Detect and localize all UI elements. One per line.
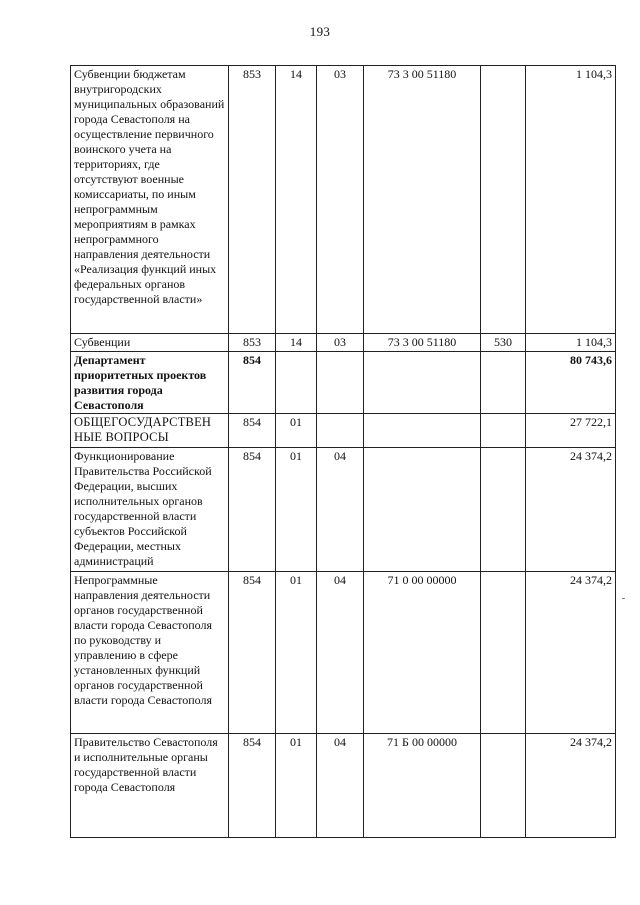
row-sum: 24 374,2 [526, 734, 616, 838]
row-name: Субвенции бюджетам внутригородских муниципальных образований города Севастополя на осуществление первичного воинского учета на территориях, где отсутствуют военные комиссариаты, по иным непрограммным мероприятиям в рамках непрограммного направления деятельности «Реализация функций иных федеральных органов государственной власти» [71, 66, 229, 334]
row-section: 01 [276, 414, 317, 448]
row-name: Функционирование Правительства Российской Федерации, высших исполнительных органов государственной власти субъектов Российской Федерации, местных администраций [71, 448, 229, 572]
row-expense-type [481, 66, 526, 334]
row-grbs: 854 [229, 414, 276, 448]
row-subsection [317, 414, 364, 448]
row-expense-type [481, 734, 526, 838]
row-subsection: 03 [317, 66, 364, 334]
row-target-article [364, 352, 481, 414]
row-subsection: 04 [317, 448, 364, 572]
row-subsection: 04 [317, 572, 364, 734]
row-grbs: 854 [229, 352, 276, 414]
table-row [71, 66, 616, 334]
row-sum: 24 374,2 [526, 572, 616, 734]
row-target-article [364, 448, 481, 572]
row-expense-type [481, 414, 526, 448]
row-sum: 27 722,1 [526, 414, 616, 448]
row-name: ОБЩЕГОСУДАРСТВЕН НЫЕ ВОПРОСЫ [71, 414, 229, 448]
row-section: 14 [276, 66, 317, 334]
row-subsection: 04 [317, 734, 364, 838]
row-sum: 1 104,3 [526, 334, 616, 352]
row-name: Департамент приоритетных проектов развития города Севастополя [71, 352, 229, 414]
row-grbs: 853 [229, 66, 276, 334]
row-grbs: 853 [229, 334, 276, 352]
row-grbs: 854 [229, 448, 276, 572]
row-expense-type: 530 [481, 334, 526, 352]
table-row [71, 572, 616, 734]
row-grbs: 854 [229, 572, 276, 734]
row-name: Непрограммные направления деятельности органов государственной власти города Севастополя по руководству и управлению в сфере установленных функций органов государственной власти города Севастополя [71, 572, 229, 734]
table-row [71, 448, 616, 572]
row-target-article [364, 414, 481, 448]
row-target-article: 71 Б 00 00000 [364, 734, 481, 838]
row-expense-type [481, 352, 526, 414]
budget-table [70, 65, 616, 838]
row-section: 01 [276, 448, 317, 572]
row-subsection [317, 352, 364, 414]
table-row [71, 334, 616, 352]
row-expense-type [481, 448, 526, 572]
table-row [71, 734, 616, 838]
row-target-article: 73 3 00 51180 [364, 334, 481, 352]
row-sum: 1 104,3 [526, 66, 616, 334]
row-subsection: 03 [317, 334, 364, 352]
row-sum: 80 743,6 [526, 352, 616, 414]
margin-mark [622, 598, 625, 599]
row-name: Субвенции [71, 334, 229, 352]
row-target-article: 71 0 00 00000 [364, 572, 481, 734]
page-number: 193 [309, 24, 331, 39]
row-target-article: 73 3 00 51180 [364, 66, 481, 334]
table-row [71, 414, 616, 448]
row-sum: 24 374,2 [526, 448, 616, 572]
row-section: 14 [276, 334, 317, 352]
row-grbs: 854 [229, 734, 276, 838]
row-section: 01 [276, 572, 317, 734]
row-name: Правительство Севастополя и исполнительные органы государственной власти города Севастополя [71, 734, 229, 838]
table-row [71, 352, 616, 414]
row-expense-type [481, 572, 526, 734]
row-section: 01 [276, 734, 317, 838]
row-section [276, 352, 317, 414]
